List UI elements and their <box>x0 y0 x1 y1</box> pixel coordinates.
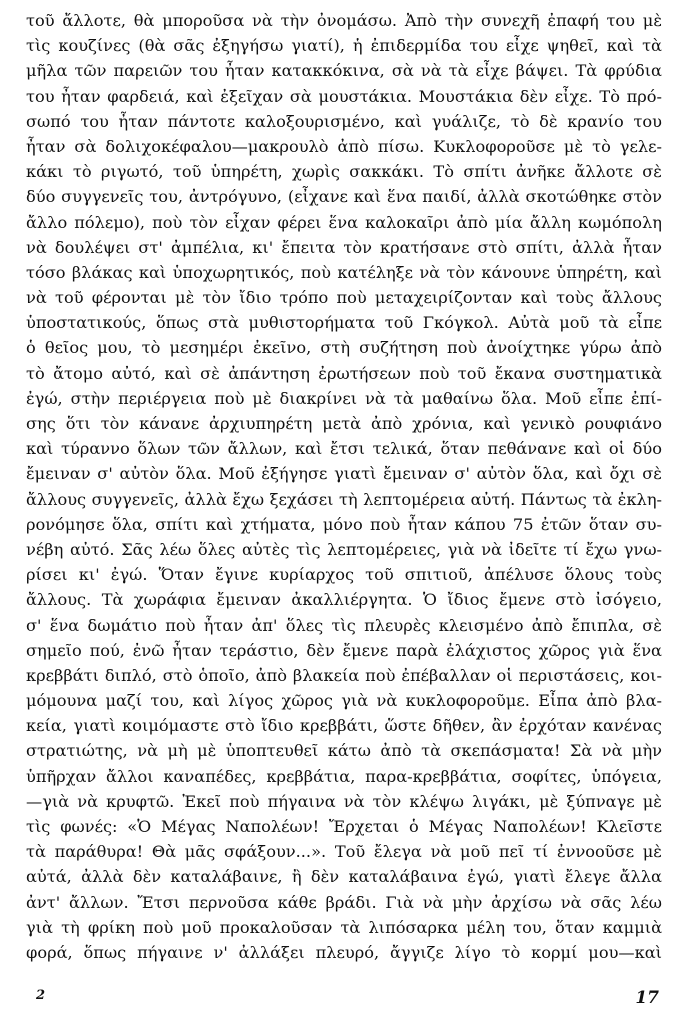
text-line: μόμουνα μαζί του, καὶ λίγος χῶρος γιὰ νὰ κυκλοφοροῦμε. Εἶπα ἀπὸ βλα- <box>26 691 662 711</box>
text-line: νὰ τοῦ φέρονται μὲ τὸν ἴδιο τρόπο ποὺ μεταχειρίζονταν καὶ τοὺς ἄλλους <box>26 288 662 308</box>
text-line: ἀντ' ἄλλων. Ἔτσι περνοῦσα κάθε βράδι. Γιὰ νὰ μὴν ἀρχίσω νὰ σᾶς λέω <box>26 892 662 912</box>
text-line: τὸ ἄτομο αὐτό, καὶ σὲ ἀπάντηση ἐρωτήσεων ποὺ τοῦ ἔκανα συστηματικὰ <box>26 363 662 383</box>
text-line: τὶς φωνές: «Ὁ Μέγας Ναπολέων! Ἔρχεται ὁ Μέγας Ναπολέων! Κλεῖστε <box>26 817 662 836</box>
text-line: ἄλλους συγγενεῖς, ἀλλὰ ἔχω ξεχάσει τὴ λεπτομέρεια αὐτή. Πάντως τὰ ἐκλη- <box>26 489 662 509</box>
text-line: νὰ δουλέψει στ' ἀμπέλια, κι' ἔπειτα τὸν κρατήσανε στὸ σπίτι, ἀλλὰ ἦταν <box>26 237 662 257</box>
text-line: αὐτά, ἀλλὰ δὲν καταλάβαινε, ἢ δὲν καταλάβαινα ἐγώ, γιατὶ ἔλεγε ἄλλα <box>26 867 662 887</box>
text-line: ὁ θεῖος μου, τὸ μεσημέρι ἐκεῖνο, στὴ συζήτηση ποὺ ἀνοίχτηκε γύρω ἀπὸ <box>26 338 662 358</box>
text-line: σης ὅτι τὸν κάνανε ἀρχιυπηρέτη μετὰ ἀπὸ χρόνια, καὶ γενικὸ ρουφιάνο <box>26 414 662 433</box>
text-line: ὑπῆρχαν ἄλλοι καναπέδες, κρεββάτια, παρα-κρεββάτια, σοφίτες, ὑπόγεια, <box>26 766 662 786</box>
text-line: μῆλα τῶν παρειῶν του ἦταν κατακκόκινα, σὰ νὰ τὰ εἶχε βάψει. Τὰ φρύδια <box>26 61 662 81</box>
text-line: φορά, ὅπως πήγαινε ν' ἀλλάξει πλευρό, ἄγγιζε λίγο τὸ κορμί μου—καὶ <box>26 942 662 962</box>
text-line: κεία, γιατὶ κοιμόμαστε στὸ ἴδιο κρεββάτι, ὥστε δῆθεν, ἂν ἐρχόταν κανένας <box>26 716 662 736</box>
body-text <box>26 8 662 965</box>
text-line: δύο συγγενεῖς του, ἀντρόγυνο, (εἶχανε καὶ ἕνα παιδί, ἀλλὰ σκοτώθηκε στὸν <box>26 187 662 207</box>
text-line: ἄλλους. Τὰ χωράφια ἔμειναν ἀκαλλιέργητα. Ὁ ἴδιος ἔμενε στὸ ἰσόγειο, <box>26 590 662 610</box>
text-line: του ἦταν φαρδειά, καὶ ἐξεῖχαν σὰ μουστάκια. Μουστάκια δὲν εἶχε. Τὸ πρό- <box>26 86 662 106</box>
text-line: ρίσει κι' ἐγώ. Ὅταν ἔγινε κυρίαρχος τοῦ σπιτιοῦ, ἀπέλυσε ὅλους τοὺς <box>26 565 662 585</box>
text-line: ἔμειναν σ' αὐτὸν ὅλα. Μοῦ ἐξήγησε γιατὶ ἔμειναν σ' αὐτὸν ὅλα, καὶ ὄχι σὲ <box>26 464 662 484</box>
text-line: —γιὰ νὰ κρυφτῶ. Ἐκεῖ ποὺ πήγαινα νὰ τὸν κλέψω λιγάκι, μὲ ξύπναγε μὲ <box>26 791 662 811</box>
text-line: σ' ἕνα δωμάτιο ποὺ ἦταν ἀπ' ὅλες τὶς πλευρὲς κλεισμένο ἀπὸ ἔπιπλα, σὲ <box>26 615 662 635</box>
text-line: τὶς κουζίνες (θὰ σᾶς ἐξηγήσω γιατί), ἡ ἐπιδερμίδα του εἶχε ψηθεῖ, καὶ τὰ <box>26 36 662 56</box>
text-line: σωπό του ἦταν πάντοτε καλοξουρισμένο, καὶ γυάλιζε, τὸ δὲ κρανίο του <box>26 111 662 131</box>
text-line: καὶ τύραννο ὅλων τῶν ἄλλων, καὶ ἔτσι τελικά, ὅταν πεθάνανε καὶ οἱ δύο <box>26 439 662 459</box>
text-line: τοῦ ἄλλοτε, θὰ μποροῦσα νὰ τὴν ὀνομάσω. Ἀπὸ τὴν συνεχῆ ἐπαφή του μὲ <box>26 11 662 30</box>
text-line: κάκι τὸ ριγωτό, τοῦ ὑπηρέτη, χωρὶς σακκάκι. Τὸ σπίτι ἀνῆκε ἄλλοτε σὲ <box>26 162 662 182</box>
text-line: στρατιώτης, νὰ μὴ μὲ ὑποπτευθεῖ κάτω ἀπὸ τὰ σκεπάσματα! Σὰ νὰ μὴν <box>26 741 662 761</box>
text-line: νέβη αὐτό. Σᾶς λέω ὅλες αὐτὲς τὶς λεπτομέρειες, γιὰ νὰ ἰδεῖτε τί ἔχω γνω- <box>26 539 662 559</box>
text-line: γιὰ τὴ φρίκη ποὺ μοῦ προκαλοῦσαν τὰ λιπόσαρκα μέλη του, ὅταν καμμιὰ <box>26 917 662 937</box>
text-line: ὑποστατικούς, ὅπως στὰ μυθιστορήματα τοῦ Γκόγκολ. Αὐτὰ μοῦ τὰ εἶπε <box>26 313 662 333</box>
text-line: ἦταν σὰ δολιχοκέφαλου—μακρουλὸ ἀπὸ πίσω. Κυκλοφοροῦσε μὲ τὸ γελε- <box>26 136 662 156</box>
text-line: κρεββάτι διπλό, στὸ ὁποῖο, ἀπὸ βλακεία ποὺ ἐπέβαλλαν οἱ περιστάσεις, κοι- <box>26 665 662 685</box>
page-number: 17 <box>635 988 659 1008</box>
signature-mark: 2 <box>36 988 46 1003</box>
page-footer <box>26 988 659 1014</box>
text-line: ἐγώ, στὴν περιέργεια ποὺ μὲ διακρίνει νὰ τὰ μαθαίνω ὅλα. Μοῦ εἶπε ἐπί- <box>26 388 662 408</box>
text-line: ἄλλο πόλεμο), ποὺ τὸν εἶχαν φέρει ἕνα καλοκαῖρι ἀπὸ μία ἄλλη κωμόπολη <box>26 212 662 232</box>
text-line: τόσο βλάκας καὶ ὑποχωρητικός, ποὺ κατέληξε νὰ τὸν κάνουνε ὑπηρέτη, καὶ <box>26 262 662 282</box>
text-line: τὰ παράθυρα! Θὰ μᾶς σφάξουν...». Τοῦ ἔλεγα νὰ μοῦ πεῖ τί ἐννοοῦσε μὲ <box>26 842 662 862</box>
text-line: ρονόμησε ὅλα, σπίτι καὶ χτήματα, μόνο ποὺ ἦταν κάπου 75 ἐτῶν ὅταν συ- <box>26 514 662 534</box>
text-line: σημεῖο πού, ἐνῶ ἦταν τεράστιο, δὲν ἔμενε παρὰ ἐλάχιστος χῶρος γιὰ ἕνα <box>26 640 662 660</box>
